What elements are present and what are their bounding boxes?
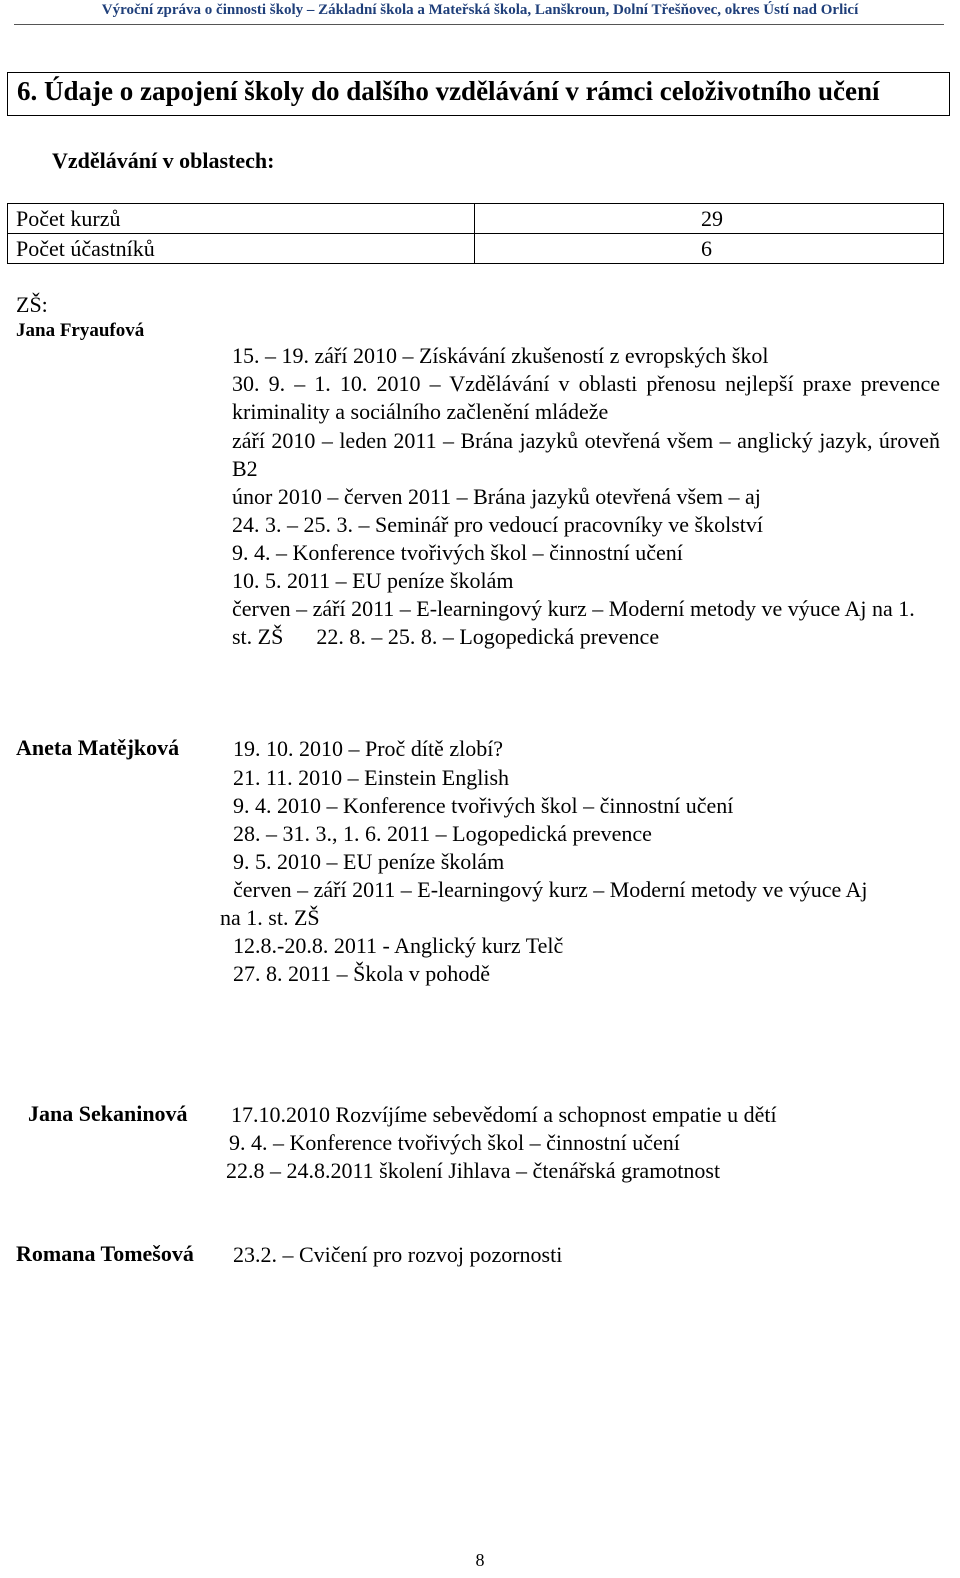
course-item: 27. 8. 2011 – Škola v pohodě — [233, 961, 491, 986]
course-item: 19. 10. 2010 – Proč dítě zlobí? — [233, 736, 504, 761]
course-item: 15. – 19. září 2010 – Získávání zkušeností z evropských škol — [232, 343, 769, 368]
course-item: únor 2010 – červen 2011 – Brána jazyků otevřená všem – aj — [232, 484, 761, 509]
stats-value-participants: 6 — [475, 234, 944, 264]
page-number: 8 — [475, 1550, 485, 1570]
teacher-name-sekaninova: Jana Sekaninová — [28, 1101, 188, 1126]
stats-label-courses: Počet kurzů — [8, 204, 475, 234]
teacher-name-matejkova: Aneta Matějková — [16, 735, 180, 760]
course-item: 28. – 31. 3., 1. 6. 2011 – Logopedická prevence — [233, 821, 652, 846]
stats-label-participants: Počet účastníků — [8, 234, 475, 264]
course-item: 9. 4. 2010 – Konference tvořivých škol – činnostní učení — [233, 793, 734, 818]
running-header: Výroční zpráva o činnosti školy – Základní škola a Mateřská škola, Lanškroun, Dolní Třešňovec, okres Ústí nad Orlicí — [101, 2, 859, 18]
course-item: 23.2. – Cvičení pro rozvoj pozornosti — [233, 1242, 563, 1267]
course-item: 30. 9. – 1. 10. 2010 – Vzdělávání v oblasti přenosu nejlepší praxe prevence kriminality a sociálního začlenění mládeže — [232, 371, 940, 425]
table-row — [8, 204, 944, 234]
header-divider — [14, 24, 944, 25]
stats-value-courses: 29 — [475, 204, 944, 234]
section-title: 6. Údaje o zapojení školy do dalšího vzdělávání v rámci celoživotního učení — [17, 76, 880, 106]
course-item: 21. 11. 2010 – Einstein English — [233, 765, 510, 790]
course-item: září 2010 – leden 2011 – Brána jazyků otevřená všem – anglický jazyk, úroveň B2 — [232, 428, 940, 482]
course-item: 10. 5. 2011 – EU peníze školám — [232, 568, 514, 593]
subheading: Vzdělávání v oblastech: — [52, 148, 275, 173]
course-item: červen – září 2011 – E-learningový kurz – Moderní metody ve výuce Aj na 1. st. ZŠ 22. 8. – 25. 8. – Logopedická prevence — [232, 596, 921, 650]
teacher-name-fryaufova: Jana Fryaufová — [16, 320, 145, 341]
course-item: 12.8.-20.8. 2011 - Anglický kurz Telč — [233, 933, 564, 958]
teacher-name-tomesova: Romana Tomešová — [16, 1241, 194, 1266]
course-item: 9. 4. – Konference tvořivých škol – činnostní učení — [232, 540, 683, 565]
course-item: 17.10.2010 Rozvíjíme sebevědomí a schopnost empatie u dětí — [231, 1102, 777, 1127]
course-item: 22.8 – 24.8.2011 školení Jihlava – čtenářská gramotnost — [226, 1158, 721, 1183]
course-item: 9. 4. – Konference tvořivých škol – činnostní učení — [229, 1130, 680, 1155]
course-item: červen – září 2011 – E-learningový kurz – Moderní metody ve výuce Aj — [233, 877, 868, 902]
course-item: na 1. st. ZŠ — [220, 905, 320, 930]
course-item: 24. 3. – 25. 3. – Seminář pro vedoucí pracovníky ve školství — [232, 512, 763, 537]
course-item: 9. 5. 2010 – EU peníze školám — [233, 849, 505, 874]
table-row — [8, 234, 944, 264]
zs-label: ZŠ: — [16, 292, 48, 317]
stats-table — [7, 203, 944, 264]
